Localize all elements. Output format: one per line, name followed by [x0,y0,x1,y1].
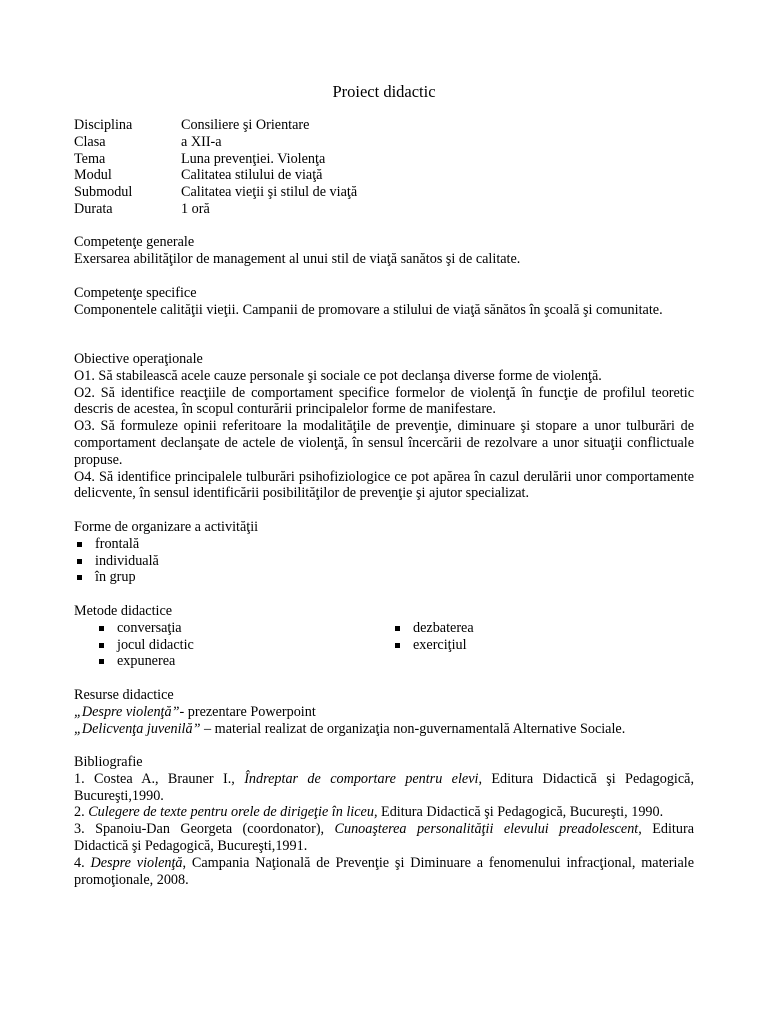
meta-row [74,151,357,168]
resource-title: „Despre violenţă” [74,703,180,720]
section-heading: Forme de organizare a activităţii [74,519,259,535]
objective-item: O1. Să stabilească acele cauze personale şi sociale ce pot declanşa diverse forme de violenţă. [74,367,602,384]
section-text: Componentele calităţii vieţii. Campanii de promovare a stilului de viaţă sănătos în şcoală şi comunitate. [74,301,663,318]
meta-key: Tema [74,150,106,167]
objective-item: O4. Să identifice principalele tulburări psihofiziologice ce pot apărea în cazul derulării unor comportamente delicvente, în sensul identificării posibilităţilor de prevenţie şi ajutor specializat. [74,468,694,502]
section-resurse [74,687,694,737]
bullet-icon [99,626,104,631]
list-item [392,620,474,637]
bullet-icon [395,626,400,631]
meta-row [74,117,357,134]
list-item [96,637,392,654]
section-obiective [74,351,694,502]
list-item [392,637,474,654]
bibliography-item [74,804,694,821]
bib-author: 3. Spanoiu-Dan Georgeta (coordonator), [74,821,335,838]
page-title: Proiect didactic [332,82,436,101]
meta-row [74,167,357,184]
bullet-icon [77,575,82,580]
objective-item: O3. Să formuleze opinii referitoare la modalităţile de prevenţie, diminuare şi stopare a unor tulburări de comportament declanşate de actele de violenţă, în sensul încercării de rezolvare a unor situaţii conflictuale propuse. [74,418,694,468]
bib-publisher: , Editura Didactică şi Pedagogică, Bucureşti, 1990. [373,804,664,821]
resource-text: - prezentare Powerpoint [179,703,316,720]
list-item-label: expunerea [117,653,176,670]
objective-item: O2. Să identifice reacţiile de comportament specifice formelor de violenţă în funcţie de profilul teoretic descris de acestea, în scopul conturării principalelor forme de manifestare. [74,384,694,418]
bullet-icon [395,643,400,648]
bullet-icon [77,542,82,547]
bib-author: 1. Costea A., Brauner I., [74,770,245,787]
meta-table [74,117,357,218]
section-bibliografie [74,754,694,888]
meta-key: Durata [74,200,113,217]
methods-columns [74,620,694,670]
bibliography-item [74,821,694,855]
list-item-label: dezbaterea [413,619,474,636]
meta-value: a XII-a [181,133,222,150]
section-competente-specifice [74,285,694,319]
list-item-label: jocul didactic [117,636,194,653]
list-item [74,569,694,586]
bib-title: Cunoaşterea personalităţii elevului preadolescent [334,821,639,838]
bib-publisher: , Campania Naţională de Prevenţie şi Diminuare a fenomenului infracţional, materiale promoţionale, 2008. [74,854,695,888]
section-heading: Metode didactice [74,603,173,619]
section-heading: Resurse didactice [74,687,174,703]
list-item-label: conversaţia [117,619,182,636]
bib-title: Culegere de texte pentru orele de dirigeţie în liceu [88,804,374,821]
methods-column-1 [74,620,392,670]
bullet-icon [99,659,104,664]
bibliography-item [74,855,694,889]
bib-title: Îndreptar de comportare pentru elevi [244,770,479,787]
bib-title: Despre violenţă [90,854,183,871]
list-item-label: individuală [95,552,159,569]
list-item [96,620,392,637]
meta-row [74,184,357,201]
resource-title: „Delicvenţa juvenilă” [74,720,201,737]
meta-row [74,134,357,151]
meta-value: Consiliere şi Orientare [181,117,310,133]
list-item-label: în grup [95,569,136,586]
list-item [74,536,694,553]
section-heading: Competenţe generale [74,234,195,250]
meta-row [74,201,357,218]
methods-column-2 [392,620,474,670]
section-competente-generale [74,234,694,268]
list-item [74,553,694,570]
bib-author: 4. [74,854,91,871]
bib-publisher: , Editura Didactică şi Pedagogică, Bucureşti,1990. [74,770,694,804]
section-metode [74,603,694,670]
section-heading: Obiective operaţionale [74,351,203,367]
section-heading: Bibliografie [74,754,143,770]
list-item-label: exerciţiul [413,636,467,653]
bib-publisher: , Editura Didactică şi Pedagogică, Bucureşti,1991. [74,821,694,854]
meta-key: Clasa [74,133,106,150]
meta-key: Submodul [74,184,133,201]
meta-value: Calitatea stilului de viaţă [181,167,323,184]
list-item [96,653,392,670]
bullet-icon [99,643,104,648]
bibliography-item [74,771,694,805]
bib-author: 2. [74,804,89,821]
meta-key: Disciplina [74,117,133,133]
resource-item [74,721,694,738]
resource-item [74,704,694,721]
meta-value: Calitatea vieţii şi stilul de viaţă [181,184,358,201]
meta-value: 1 oră [181,200,210,217]
section-forme [74,519,694,586]
section-heading: Competenţe specifice [74,285,197,301]
resource-text: – material realizat de organizaţia non-guvernamentală Alternative Sociale. [200,720,626,737]
section-text: Exersarea abilităţilor de management al unui stil de viaţă sanătos şi de calitate. [74,250,521,267]
meta-key: Modul [74,167,112,184]
list-item-label: frontală [95,535,140,552]
bullet-icon [77,559,82,564]
meta-value: Luna prevenţiei. Violenţa [181,150,326,167]
